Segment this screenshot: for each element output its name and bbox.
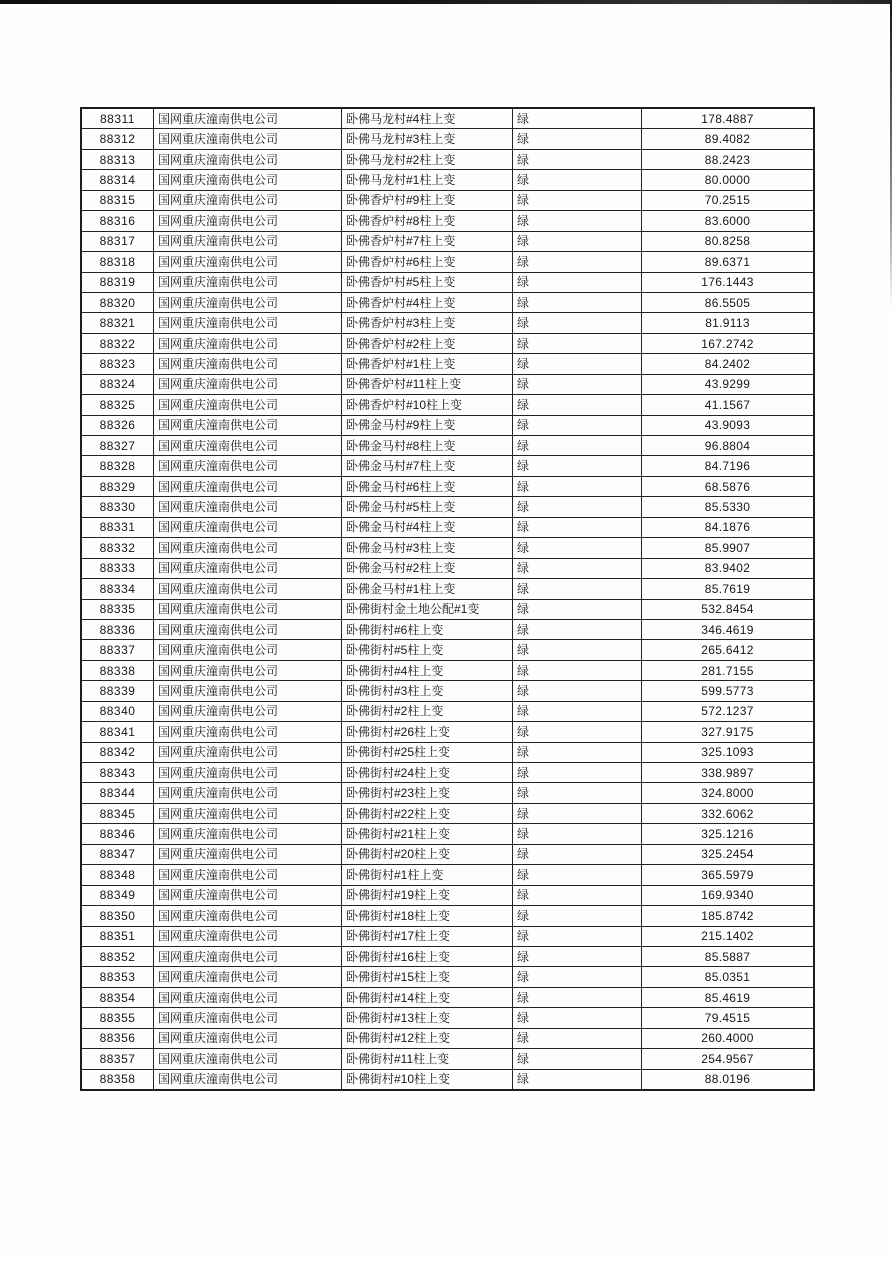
row-id-cell: 88326 xyxy=(81,415,154,435)
row-id-cell: 88346 xyxy=(81,824,154,844)
row-status-cell: 绿 xyxy=(513,987,642,1007)
row-status-cell: 绿 xyxy=(513,906,642,926)
scan-edge-top-line xyxy=(0,0,892,4)
table-row xyxy=(81,640,814,660)
row-device-cell: 卧佛马龙村#2柱上变 xyxy=(342,149,513,169)
row-status-cell: 绿 xyxy=(513,170,642,190)
row-company-cell: 国网重庆潼南供电公司 xyxy=(154,436,342,456)
row-value-cell: 84.1876 xyxy=(642,517,815,537)
row-device-cell: 卧佛金马村#8柱上变 xyxy=(342,436,513,456)
row-status-cell: 绿 xyxy=(513,354,642,374)
row-device-cell: 卧佛金马村#2柱上变 xyxy=(342,558,513,578)
row-id-cell: 88317 xyxy=(81,231,154,251)
row-company-cell: 国网重庆潼南供电公司 xyxy=(154,987,342,1007)
row-status-cell: 绿 xyxy=(513,824,642,844)
row-company-cell: 国网重庆潼南供电公司 xyxy=(154,415,342,435)
table-row xyxy=(81,599,814,619)
row-company-cell: 国网重庆潼南供电公司 xyxy=(154,967,342,987)
table-row xyxy=(81,967,814,987)
row-id-cell: 88352 xyxy=(81,946,154,966)
row-company-cell: 国网重庆潼南供电公司 xyxy=(154,619,342,639)
row-device-cell: 卧佛街村#26柱上变 xyxy=(342,722,513,742)
row-device-cell: 卧佛街村#4柱上变 xyxy=(342,660,513,680)
row-device-cell: 卧佛香炉村#3柱上变 xyxy=(342,313,513,333)
row-device-cell: 卧佛街村#16柱上变 xyxy=(342,946,513,966)
row-value-cell: 84.2402 xyxy=(642,354,815,374)
row-value-cell: 88.2423 xyxy=(642,149,815,169)
row-status-cell: 绿 xyxy=(513,456,642,476)
row-status-cell: 绿 xyxy=(513,844,642,864)
row-id-cell: 88320 xyxy=(81,292,154,312)
table-row xyxy=(81,906,814,926)
row-company-cell: 国网重庆潼南供电公司 xyxy=(154,742,342,762)
table-row xyxy=(81,579,814,599)
power-station-table xyxy=(80,107,815,1091)
row-status-cell: 绿 xyxy=(513,476,642,496)
row-status-cell: 绿 xyxy=(513,149,642,169)
row-device-cell: 卧佛街村#5柱上变 xyxy=(342,640,513,660)
row-value-cell: 85.0351 xyxy=(642,967,815,987)
row-value-cell: 338.9897 xyxy=(642,763,815,783)
table-row xyxy=(81,844,814,864)
row-device-cell: 卧佛马龙村#4柱上变 xyxy=(342,108,513,129)
table-row xyxy=(81,926,814,946)
row-value-cell: 599.5773 xyxy=(642,681,815,701)
row-status-cell: 绿 xyxy=(513,497,642,517)
row-device-cell: 卧佛街村#23柱上变 xyxy=(342,783,513,803)
table-row xyxy=(81,497,814,517)
table-row xyxy=(81,292,814,312)
row-id-cell: 88311 xyxy=(81,108,154,129)
row-value-cell: 89.6371 xyxy=(642,252,815,272)
table-row xyxy=(81,456,814,476)
row-company-cell: 国网重庆潼南供电公司 xyxy=(154,640,342,660)
row-value-cell: 85.7619 xyxy=(642,579,815,599)
row-company-cell: 国网重庆潼南供电公司 xyxy=(154,108,342,129)
row-company-cell: 国网重庆潼南供电公司 xyxy=(154,558,342,578)
row-status-cell: 绿 xyxy=(513,742,642,762)
row-id-cell: 88353 xyxy=(81,967,154,987)
table-row xyxy=(81,272,814,292)
row-device-cell: 卧佛金马村#3柱上变 xyxy=(342,538,513,558)
row-status-cell: 绿 xyxy=(513,313,642,333)
row-status-cell: 绿 xyxy=(513,722,642,742)
row-status-cell: 绿 xyxy=(513,211,642,231)
row-status-cell: 绿 xyxy=(513,374,642,394)
row-status-cell: 绿 xyxy=(513,558,642,578)
row-id-cell: 88345 xyxy=(81,803,154,823)
row-id-cell: 88347 xyxy=(81,844,154,864)
row-value-cell: 86.5505 xyxy=(642,292,815,312)
row-device-cell: 卧佛街村#13柱上变 xyxy=(342,1008,513,1028)
row-device-cell: 卧佛街村#22柱上变 xyxy=(342,803,513,823)
row-device-cell: 卧佛香炉村#11柱上变 xyxy=(342,374,513,394)
table-row xyxy=(81,701,814,721)
row-id-cell: 88329 xyxy=(81,476,154,496)
row-status-cell: 绿 xyxy=(513,619,642,639)
row-value-cell: 81.9113 xyxy=(642,313,815,333)
row-value-cell: 68.5876 xyxy=(642,476,815,496)
row-device-cell: 卧佛街村金土地公配#1变 xyxy=(342,599,513,619)
row-device-cell: 卧佛街村#15柱上变 xyxy=(342,967,513,987)
row-value-cell: 325.2454 xyxy=(642,844,815,864)
row-value-cell: 215.1402 xyxy=(642,926,815,946)
row-device-cell: 卧佛金马村#6柱上变 xyxy=(342,476,513,496)
row-value-cell: 80.8258 xyxy=(642,231,815,251)
table-row xyxy=(81,108,814,129)
row-id-cell: 88323 xyxy=(81,354,154,374)
row-company-cell: 国网重庆潼南供电公司 xyxy=(154,211,342,231)
table-row xyxy=(81,476,814,496)
row-device-cell: 卧佛街村#11柱上变 xyxy=(342,1049,513,1069)
row-company-cell: 国网重庆潼南供电公司 xyxy=(154,1028,342,1048)
row-status-cell: 绿 xyxy=(513,701,642,721)
row-status-cell: 绿 xyxy=(513,865,642,885)
row-id-cell: 88325 xyxy=(81,395,154,415)
row-value-cell: 260.4000 xyxy=(642,1028,815,1048)
row-company-cell: 国网重庆潼南供电公司 xyxy=(154,129,342,149)
row-id-cell: 88348 xyxy=(81,865,154,885)
row-id-cell: 88319 xyxy=(81,272,154,292)
row-company-cell: 国网重庆潼南供电公司 xyxy=(154,497,342,517)
row-value-cell: 96.8804 xyxy=(642,436,815,456)
row-value-cell: 70.2515 xyxy=(642,190,815,210)
row-company-cell: 国网重庆潼南供电公司 xyxy=(154,170,342,190)
row-company-cell: 国网重庆潼南供电公司 xyxy=(154,906,342,926)
row-value-cell: 572.1237 xyxy=(642,701,815,721)
row-device-cell: 卧佛金马村#1柱上变 xyxy=(342,579,513,599)
row-company-cell: 国网重庆潼南供电公司 xyxy=(154,926,342,946)
row-company-cell: 国网重庆潼南供电公司 xyxy=(154,579,342,599)
row-status-cell: 绿 xyxy=(513,415,642,435)
row-status-cell: 绿 xyxy=(513,946,642,966)
row-device-cell: 卧佛街村#20柱上变 xyxy=(342,844,513,864)
row-value-cell: 80.0000 xyxy=(642,170,815,190)
row-id-cell: 88318 xyxy=(81,252,154,272)
row-company-cell: 国网重庆潼南供电公司 xyxy=(154,252,342,272)
row-id-cell: 88336 xyxy=(81,619,154,639)
row-company-cell: 国网重庆潼南供电公司 xyxy=(154,701,342,721)
row-value-cell: 89.4082 xyxy=(642,129,815,149)
row-id-cell: 88315 xyxy=(81,190,154,210)
table-row xyxy=(81,763,814,783)
row-device-cell: 卧佛香炉村#5柱上变 xyxy=(342,272,513,292)
row-status-cell: 绿 xyxy=(513,763,642,783)
table-row xyxy=(81,803,814,823)
row-company-cell: 国网重庆潼南供电公司 xyxy=(154,538,342,558)
table-row xyxy=(81,824,814,844)
row-id-cell: 88332 xyxy=(81,538,154,558)
row-company-cell: 国网重庆潼南供电公司 xyxy=(154,231,342,251)
table-row xyxy=(81,1008,814,1028)
row-value-cell: 83.6000 xyxy=(642,211,815,231)
row-id-cell: 88331 xyxy=(81,517,154,537)
row-device-cell: 卧佛街村#1柱上变 xyxy=(342,865,513,885)
row-value-cell: 84.7196 xyxy=(642,456,815,476)
row-id-cell: 88330 xyxy=(81,497,154,517)
table-row xyxy=(81,333,814,353)
row-company-cell: 国网重庆潼南供电公司 xyxy=(154,517,342,537)
row-id-cell: 88340 xyxy=(81,701,154,721)
row-id-cell: 88334 xyxy=(81,579,154,599)
row-status-cell: 绿 xyxy=(513,803,642,823)
table-row xyxy=(81,946,814,966)
row-value-cell: 324.8000 xyxy=(642,783,815,803)
table-row xyxy=(81,170,814,190)
row-id-cell: 88349 xyxy=(81,885,154,905)
row-id-cell: 88335 xyxy=(81,599,154,619)
row-company-cell: 国网重庆潼南供电公司 xyxy=(154,824,342,844)
row-value-cell: 169.9340 xyxy=(642,885,815,905)
table-row xyxy=(81,252,814,272)
row-company-cell: 国网重庆潼南供电公司 xyxy=(154,476,342,496)
table-row xyxy=(81,517,814,537)
row-company-cell: 国网重庆潼南供电公司 xyxy=(154,885,342,905)
table-row xyxy=(81,436,814,456)
row-value-cell: 532.8454 xyxy=(642,599,815,619)
row-device-cell: 卧佛金马村#4柱上变 xyxy=(342,517,513,537)
row-id-cell: 88327 xyxy=(81,436,154,456)
row-company-cell: 国网重庆潼南供电公司 xyxy=(154,333,342,353)
row-value-cell: 88.0196 xyxy=(642,1069,815,1090)
row-device-cell: 卧佛香炉村#1柱上变 xyxy=(342,354,513,374)
row-value-cell: 346.4619 xyxy=(642,619,815,639)
row-value-cell: 265.6412 xyxy=(642,640,815,660)
table-row xyxy=(81,415,814,435)
row-status-cell: 绿 xyxy=(513,967,642,987)
row-company-cell: 国网重庆潼南供电公司 xyxy=(154,783,342,803)
row-id-cell: 88313 xyxy=(81,149,154,169)
table-row xyxy=(81,660,814,680)
row-id-cell: 88312 xyxy=(81,129,154,149)
row-device-cell: 卧佛街村#14柱上变 xyxy=(342,987,513,1007)
row-value-cell: 365.5979 xyxy=(642,865,815,885)
row-company-cell: 国网重庆潼南供电公司 xyxy=(154,456,342,476)
row-company-cell: 国网重庆潼南供电公司 xyxy=(154,1069,342,1090)
table-row xyxy=(81,395,814,415)
row-id-cell: 88354 xyxy=(81,987,154,1007)
row-device-cell: 卧佛街村#2柱上变 xyxy=(342,701,513,721)
row-value-cell: 178.4887 xyxy=(642,108,815,129)
row-device-cell: 卧佛香炉村#7柱上变 xyxy=(342,231,513,251)
row-company-cell: 国网重庆潼南供电公司 xyxy=(154,865,342,885)
row-company-cell: 国网重庆潼南供电公司 xyxy=(154,1049,342,1069)
row-status-cell: 绿 xyxy=(513,783,642,803)
row-device-cell: 卧佛金马村#9柱上变 xyxy=(342,415,513,435)
row-status-cell: 绿 xyxy=(513,333,642,353)
row-company-cell: 国网重庆潼南供电公司 xyxy=(154,946,342,966)
row-device-cell: 卧佛香炉村#9柱上变 xyxy=(342,190,513,210)
table-row xyxy=(81,313,814,333)
row-status-cell: 绿 xyxy=(513,231,642,251)
row-status-cell: 绿 xyxy=(513,1069,642,1090)
row-id-cell: 88357 xyxy=(81,1049,154,1069)
table-row xyxy=(81,129,814,149)
row-company-cell: 国网重庆潼南供电公司 xyxy=(154,292,342,312)
row-id-cell: 88338 xyxy=(81,660,154,680)
row-value-cell: 325.1093 xyxy=(642,742,815,762)
row-company-cell: 国网重庆潼南供电公司 xyxy=(154,660,342,680)
row-company-cell: 国网重庆潼南供电公司 xyxy=(154,354,342,374)
row-id-cell: 88324 xyxy=(81,374,154,394)
table-row xyxy=(81,374,814,394)
table-row xyxy=(81,354,814,374)
table-row xyxy=(81,1049,814,1069)
row-device-cell: 卧佛金马村#5柱上变 xyxy=(342,497,513,517)
row-id-cell: 88314 xyxy=(81,170,154,190)
row-id-cell: 88333 xyxy=(81,558,154,578)
row-value-cell: 41.1567 xyxy=(642,395,815,415)
row-device-cell: 卧佛香炉村#10柱上变 xyxy=(342,395,513,415)
row-status-cell: 绿 xyxy=(513,640,642,660)
row-status-cell: 绿 xyxy=(513,129,642,149)
row-device-cell: 卧佛香炉村#4柱上变 xyxy=(342,292,513,312)
table-row xyxy=(81,865,814,885)
row-device-cell: 卧佛街村#21柱上变 xyxy=(342,824,513,844)
row-id-cell: 88351 xyxy=(81,926,154,946)
row-status-cell: 绿 xyxy=(513,292,642,312)
row-company-cell: 国网重庆潼南供电公司 xyxy=(154,190,342,210)
row-id-cell: 88344 xyxy=(81,783,154,803)
row-status-cell: 绿 xyxy=(513,885,642,905)
table-body xyxy=(81,108,814,1090)
row-device-cell: 卧佛香炉村#2柱上变 xyxy=(342,333,513,353)
row-device-cell: 卧佛街村#6柱上变 xyxy=(342,619,513,639)
table-row xyxy=(81,558,814,578)
row-status-cell: 绿 xyxy=(513,660,642,680)
row-status-cell: 绿 xyxy=(513,395,642,415)
row-device-cell: 卧佛街村#25柱上变 xyxy=(342,742,513,762)
row-value-cell: 325.1216 xyxy=(642,824,815,844)
table-row xyxy=(81,1028,814,1048)
row-device-cell: 卧佛香炉村#6柱上变 xyxy=(342,252,513,272)
row-device-cell: 卧佛街村#12柱上变 xyxy=(342,1028,513,1048)
row-id-cell: 88355 xyxy=(81,1008,154,1028)
row-status-cell: 绿 xyxy=(513,926,642,946)
table-row xyxy=(81,1069,814,1090)
table-row xyxy=(81,987,814,1007)
row-value-cell: 254.9567 xyxy=(642,1049,815,1069)
table-row xyxy=(81,149,814,169)
row-value-cell: 332.6062 xyxy=(642,803,815,823)
row-value-cell: 85.9907 xyxy=(642,538,815,558)
row-company-cell: 国网重庆潼南供电公司 xyxy=(154,313,342,333)
row-value-cell: 185.8742 xyxy=(642,906,815,926)
row-value-cell: 167.2742 xyxy=(642,333,815,353)
row-company-cell: 国网重庆潼南供电公司 xyxy=(154,763,342,783)
row-status-cell: 绿 xyxy=(513,190,642,210)
row-device-cell: 卧佛街村#10柱上变 xyxy=(342,1069,513,1090)
row-id-cell: 88356 xyxy=(81,1028,154,1048)
row-id-cell: 88350 xyxy=(81,906,154,926)
row-status-cell: 绿 xyxy=(513,1008,642,1028)
row-id-cell: 88342 xyxy=(81,742,154,762)
row-id-cell: 88321 xyxy=(81,313,154,333)
row-status-cell: 绿 xyxy=(513,1049,642,1069)
row-value-cell: 85.4619 xyxy=(642,987,815,1007)
row-company-cell: 国网重庆潼南供电公司 xyxy=(154,722,342,742)
row-company-cell: 国网重庆潼南供电公司 xyxy=(154,681,342,701)
row-value-cell: 85.5887 xyxy=(642,946,815,966)
table-row xyxy=(81,231,814,251)
row-id-cell: 88358 xyxy=(81,1069,154,1090)
row-value-cell: 281.7155 xyxy=(642,660,815,680)
row-id-cell: 88337 xyxy=(81,640,154,660)
table-row xyxy=(81,783,814,803)
table-row xyxy=(81,722,814,742)
row-device-cell: 卧佛街村#3柱上变 xyxy=(342,681,513,701)
row-company-cell: 国网重庆潼南供电公司 xyxy=(154,803,342,823)
table-row xyxy=(81,885,814,905)
row-value-cell: 327.9175 xyxy=(642,722,815,742)
row-status-cell: 绿 xyxy=(513,681,642,701)
row-id-cell: 88316 xyxy=(81,211,154,231)
row-device-cell: 卧佛马龙村#3柱上变 xyxy=(342,129,513,149)
row-company-cell: 国网重庆潼南供电公司 xyxy=(154,149,342,169)
row-company-cell: 国网重庆潼南供电公司 xyxy=(154,599,342,619)
row-status-cell: 绿 xyxy=(513,272,642,292)
row-value-cell: 176.1443 xyxy=(642,272,815,292)
table-row xyxy=(81,742,814,762)
row-value-cell: 43.9093 xyxy=(642,415,815,435)
row-status-cell: 绿 xyxy=(513,599,642,619)
table-row xyxy=(81,190,814,210)
row-company-cell: 国网重庆潼南供电公司 xyxy=(154,374,342,394)
row-device-cell: 卧佛街村#24柱上变 xyxy=(342,763,513,783)
row-value-cell: 83.9402 xyxy=(642,558,815,578)
table-row xyxy=(81,681,814,701)
row-device-cell: 卧佛街村#19柱上变 xyxy=(342,885,513,905)
row-device-cell: 卧佛街村#18柱上变 xyxy=(342,906,513,926)
row-status-cell: 绿 xyxy=(513,517,642,537)
row-id-cell: 88328 xyxy=(81,456,154,476)
row-id-cell: 88339 xyxy=(81,681,154,701)
row-status-cell: 绿 xyxy=(513,579,642,599)
row-status-cell: 绿 xyxy=(513,108,642,129)
table-row xyxy=(81,538,814,558)
row-value-cell: 85.5330 xyxy=(642,497,815,517)
row-company-cell: 国网重庆潼南供电公司 xyxy=(154,844,342,864)
row-status-cell: 绿 xyxy=(513,252,642,272)
table-row xyxy=(81,619,814,639)
row-value-cell: 43.9299 xyxy=(642,374,815,394)
row-value-cell: 79.4515 xyxy=(642,1008,815,1028)
row-status-cell: 绿 xyxy=(513,1028,642,1048)
row-company-cell: 国网重庆潼南供电公司 xyxy=(154,1008,342,1028)
row-status-cell: 绿 xyxy=(513,436,642,456)
table-row xyxy=(81,211,814,231)
row-device-cell: 卧佛马龙村#1柱上变 xyxy=(342,170,513,190)
row-company-cell: 国网重庆潼南供电公司 xyxy=(154,272,342,292)
row-id-cell: 88341 xyxy=(81,722,154,742)
row-device-cell: 卧佛街村#17柱上变 xyxy=(342,926,513,946)
row-status-cell: 绿 xyxy=(513,538,642,558)
row-id-cell: 88343 xyxy=(81,763,154,783)
row-id-cell: 88322 xyxy=(81,333,154,353)
row-device-cell: 卧佛金马村#7柱上变 xyxy=(342,456,513,476)
row-device-cell: 卧佛香炉村#8柱上变 xyxy=(342,211,513,231)
row-company-cell: 国网重庆潼南供电公司 xyxy=(154,395,342,415)
